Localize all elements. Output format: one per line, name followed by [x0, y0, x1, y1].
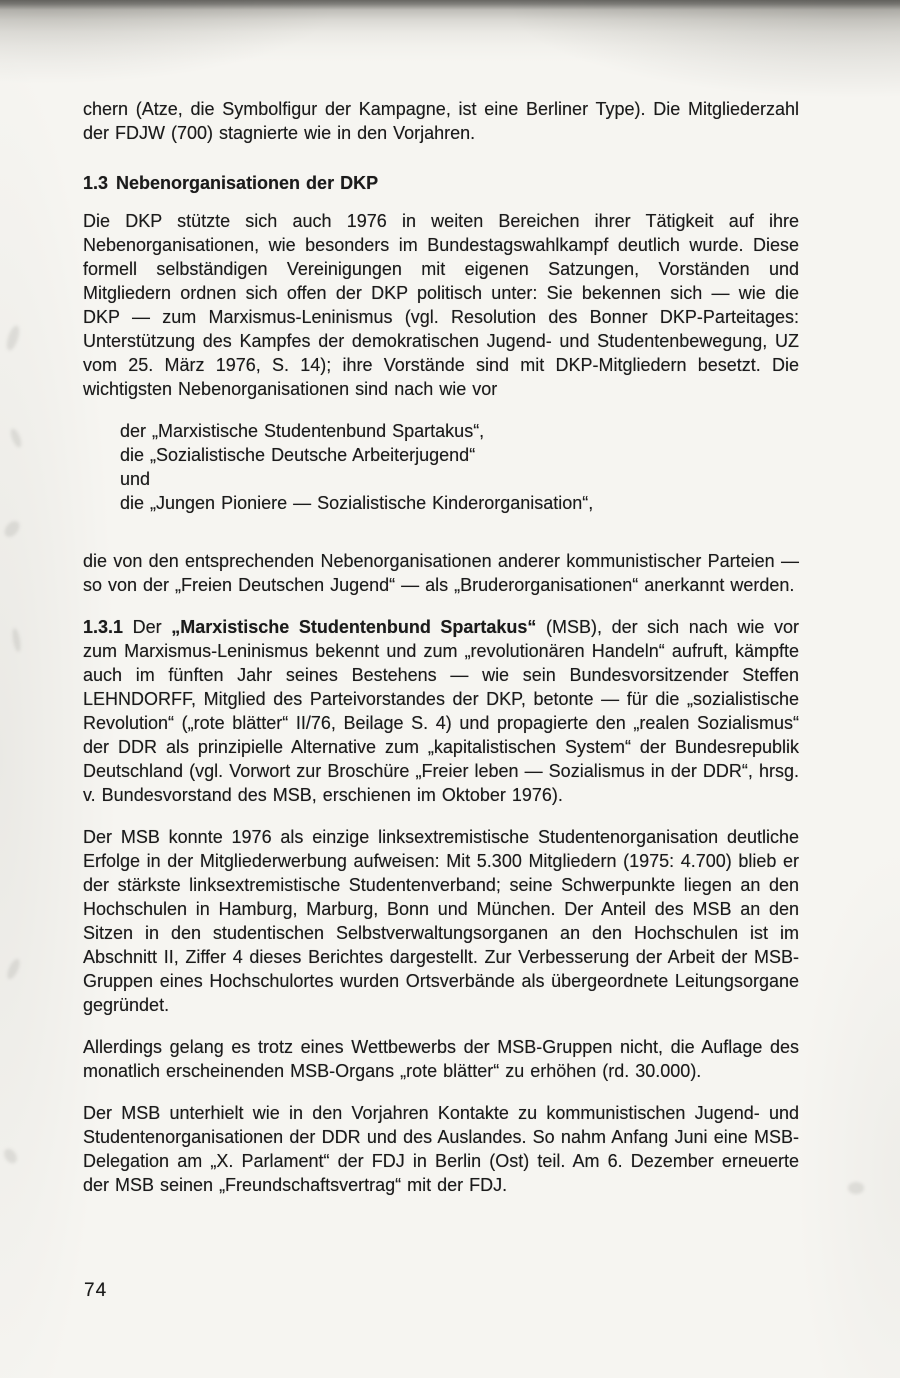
paragraph-membership: Der MSB konnte 1976 als einzige linksextremistische Studentenorganisation deutliche Erfolge in der Mitgliederwerbung aufweisen: Mit 5.300 Mitgliedern (1975: 4.700) blieb er der stärkste linksextremistische Studentenverband; seine Schwerpunkte liegen an den Hochschulen in Hamburg, Marburg, Bonn und München. Der Anteil des MSB an den Sitzen in den studentischen Selbstverwaltungsorganen an den Hochschulen ist im Abschnitt II, Ziffer 4 dieses Berichtes dargestellt. Zur Verbesserung der Arbeit der MSB-Gruppen eines Hochschulortes wurden Ortsverbände als übergeordnete Leitungsorgane gegründet.: [83, 827, 799, 1015]
paragraph-recognition: die von den entsprechenden Nebenorganisationen anderer kommunistischer Parteien — so von der „Freien Deutschen Jugend“ — als „Bruderorganisationen“ anerkannt werden.: [83, 551, 799, 595]
scan-smudge: [4, 324, 22, 352]
paragraph-msb-lead: Der: [132, 617, 162, 637]
page-body: [83, 97, 799, 1215]
list-item: die „Sozialistische Deutsche Arbeiterjugend“: [120, 445, 476, 465]
paragraph-msb-spartakus: [83, 615, 799, 807]
scan-smudge: [2, 518, 23, 540]
paragraph-msb-rest: (MSB), der sich nach wie vor zum Marxismus-Leninismus bekennt und zum „revolutionären Handeln“ aufruft, kämpfte auch im fünften Jahr seines Bestehens — wie sein Bundesvorsitzender Steffen LEHNDORFF, Mitglied des Parteivorstandes der DKP, betonte — für die „sozialistische Revolution“ („rote blätter“ II/76, Beilage S. 4) und propagierte den „realen Sozialismus“ der DDR als prinzipielle Alternative zum „kapitalistischen System“ der Bundesrepublik Deutschland (vgl. Vorwort zur Broschüre „Freier leben — Sozialismus in der DDR“, hrsg. v. Bundesvorstand des MSB, erschienen im Oktober 1976).: [83, 617, 799, 805]
organization-list: [83, 419, 799, 515]
paragraph-kontakte: Der MSB unterhielt wie in den Vorjahren Kontakte zu kommunistischen Jugend- und Studentenorganisationen der DDR und des Auslandes. So nahm Anfang Juni eine MSB-Delegation am „X. Parlament“ der FDJ in Berlin (Ost) teil. Am 6. Dezember erneuerte der MSB seinen „Freundschaftsvertrag“ mit der FDJ.: [83, 1103, 799, 1195]
paragraph-auflage: Allerdings gelang es trotz eines Wettbewerbs der MSB-Gruppen nicht, die Auflage des monatlich erscheinenden MSB-Organs „rote blätter“ zu erhöhen (rd. 30.000).: [83, 1037, 799, 1081]
scan-smudge: [11, 628, 22, 653]
scan-smudge: [5, 957, 22, 981]
section-number: 1.3: [83, 173, 109, 193]
list-item: und: [120, 469, 151, 489]
paragraph-dkp-nebenorganisationen: Die DKP stützte sich auch 1976 in weiten Bereichen ihrer Tätigkeit auf ihre Nebenorganisationen, wie besonders im Bundestagswahlkampf deutlich wurde. Diese formell selbständigen Vereinigungen mit eigenen Satzungen, Vorständen und Mitgliedern ordnen sich offen der DKP politisch unter: Sie bekennen sich — wie die DKP — zum Marxismus-Leninismus (vgl. Resolution des Bonner DKP-Parteitages: Unterstützung des Kampfes der demokratischen Jugend- und Studentenbewegung, UZ vom 25. März 1976, S. 14); ihre Vorstände sind mit DKP-Mitgliedern besetzt. Die wichtigsten Nebenorganisationen sind nach wie vor: [83, 211, 799, 399]
organization-name-bold: „Marxistische Studentenbund Spartakus“: [171, 617, 537, 637]
page-number: 74: [84, 1280, 108, 1301]
paragraph-intro-continuation: chern (Atze, die Symbolfigur der Kampagne, ist eine Berliner Type). Die Mitgliederzahl der FDJW (700) stagnierte wie in den Vorjahren.: [83, 99, 799, 143]
scan-smudge: [9, 427, 24, 449]
list-item: der „Marxistische Studentenbund Spartakus“,: [120, 421, 485, 441]
scan-smudge: [1, 1146, 19, 1165]
section-heading-1-3: [83, 171, 799, 195]
scan-smudge: [848, 1182, 864, 1194]
section-title: Nebenorganisationen der DKP: [116, 173, 379, 193]
list-item: die „Jungen Pioniere — Sozialistische Kinderorganisation“,: [120, 493, 594, 513]
subsection-number: 1.3.1: [83, 617, 124, 637]
